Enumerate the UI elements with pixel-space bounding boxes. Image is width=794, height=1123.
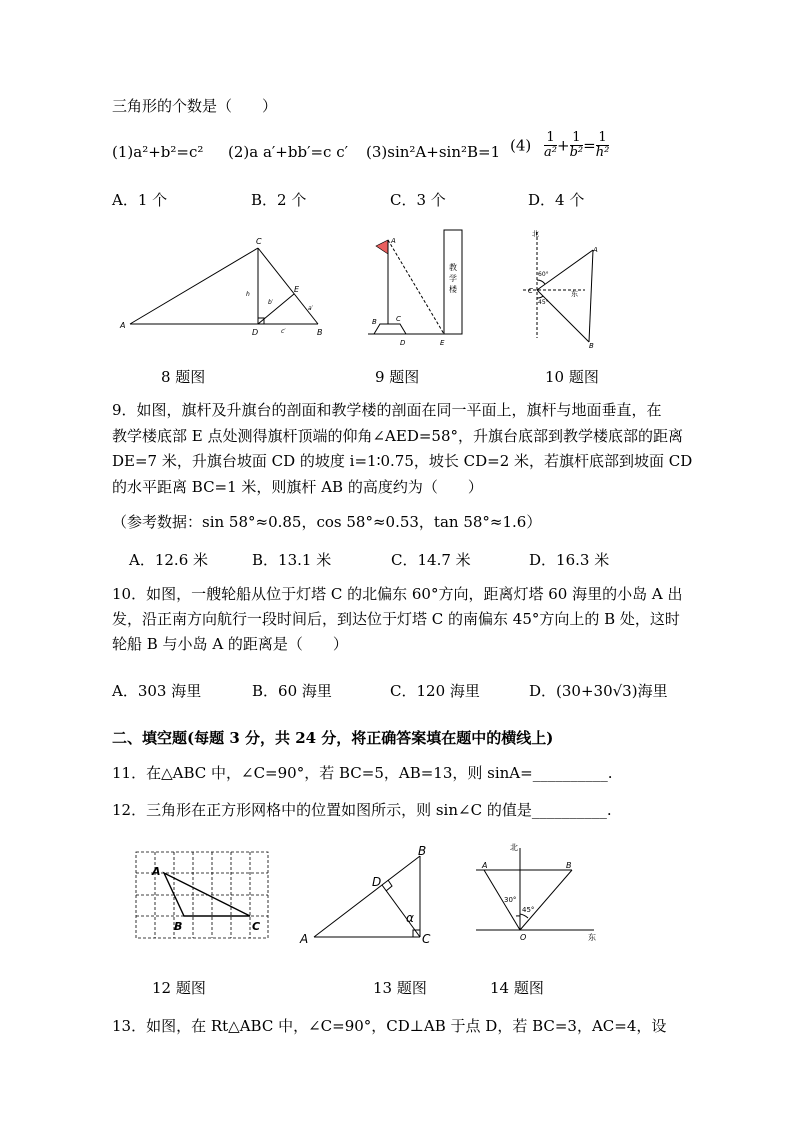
option-c: C．3 个 xyxy=(390,191,446,209)
fig8-label-e: E xyxy=(294,285,300,294)
q12-text: 12．三角形在正方形网格中的位置如图所示，则 sin∠C 的值是__________. xyxy=(112,801,612,819)
q9-line-4: 的水平距离 BC=1 米，则旗杆 AB 的高度约为（ ） xyxy=(112,478,483,496)
fig14-label-o: O xyxy=(520,933,527,942)
fig13-label-b: B xyxy=(418,844,427,858)
fig13-label-a: A xyxy=(300,932,309,946)
section-2-title: 二、填空题(每题 3 分，共 24 分，将正确答案填在题中的横线上) xyxy=(112,729,554,747)
q13-text: 13．如图，在 Rt△ABC 中，∠C=90°，CD⊥AB 于点 D，若 BC=3，AC=4，设 xyxy=(112,1017,667,1035)
fig10-east-label: 东 xyxy=(571,290,578,298)
q9-option-a: A．12.6 米 xyxy=(129,551,208,569)
fig9-building-char-2: 学 xyxy=(449,274,457,283)
fig12-label-b: B xyxy=(174,920,183,933)
q9-line-3: DE=7 米，升旗台坡面 CD 的坡度 i=1∶0.75，坡长 CD=2 米，若旗杆底部到坡面 CD xyxy=(112,452,693,470)
fig13-label-c: C xyxy=(422,932,431,946)
fig10-north-label: 北 xyxy=(532,230,539,238)
fig9-label-a: A xyxy=(391,237,396,245)
figure-9-caption: 9 题图 xyxy=(375,368,420,386)
fig8-label-b: B xyxy=(317,328,323,337)
q10-line-2: 发，沿正南方向航行一段时间后，到达位于灯塔 C 的南偏东 45°方向上的 B 处，这时 xyxy=(112,610,680,628)
question-stem-continued: 三角形的个数是（ ） xyxy=(112,97,278,115)
fig8-label-b-prime: b′ xyxy=(268,299,274,306)
q9-option-d: D．16.3 米 xyxy=(529,551,610,569)
q10-line-1: 10．如图，一艘轮船从位于灯塔 C 的北偏东 60°方向，距离灯塔 60 海里的小岛 A 出 xyxy=(112,585,683,603)
fig14-east-label: 东 xyxy=(588,933,596,942)
figure-14 xyxy=(470,840,604,944)
fig12-label-a: A xyxy=(152,865,161,878)
figure-9 xyxy=(368,228,468,350)
q9-reference-data: （参考数据：sin 58°≈0.85，cos 58°≈0.53，tan 58°≈1.6） xyxy=(112,513,542,531)
figure-10-caption: 10 题图 xyxy=(545,368,599,386)
q9-line-1: 9．如图，旗杆及升旗台的剖面和教学楼的剖面在同一平面上，旗杆与地面垂直，在 xyxy=(112,401,662,419)
fig9-building-char-1: 教 xyxy=(449,263,457,272)
fig14-north-label: 北 xyxy=(510,843,518,852)
fig10-label-c: C xyxy=(528,287,533,295)
fig8-label-c: C xyxy=(256,237,262,246)
fig8-label-d: D xyxy=(252,328,259,337)
q10-option-d: D．(30+30√3)海里 xyxy=(529,682,668,700)
figure-12 xyxy=(134,850,274,942)
fig10-label-a: A xyxy=(593,246,598,254)
fig9-label-b: B xyxy=(372,318,377,326)
figure-13-caption: 13 题图 xyxy=(373,979,427,997)
flag-icon xyxy=(376,240,388,254)
condition-3: (3)sin²A+sin²B=1 xyxy=(366,143,501,161)
q10-option-c: C．120 海里 xyxy=(390,682,480,700)
condition-2: (2)a a′+bb′=c c′ xyxy=(228,143,349,161)
option-b: B．2 个 xyxy=(251,191,307,209)
condition-4: (4) $\frac{1}{\text{a²}}$ + $\frac{1}{\text{b²}}$ = $\frac{1}{\text{h²}}$ xyxy=(510,130,610,160)
condition-1: (1)a²+b²=c² xyxy=(112,143,204,161)
fig14-label-a: A xyxy=(482,861,488,870)
fig14-angle-30: 30° xyxy=(504,896,517,904)
figure-13 xyxy=(296,842,442,952)
fig14-angle-45: 45° xyxy=(522,906,535,914)
q9-option-c: C．14.7 米 xyxy=(391,551,471,569)
fig10-label-b: B xyxy=(589,342,594,350)
fig12-label-c: C xyxy=(252,920,261,933)
q11-text: 11．在△ABC 中，∠C=90°，若 BC=5，AB=13，则 sinA=__________. xyxy=(112,764,613,782)
fig10-angle-45: 45° xyxy=(538,299,549,306)
condition-4-label: (4) xyxy=(510,136,532,155)
fig8-label-h: h xyxy=(246,291,250,298)
option-d: D．4 个 xyxy=(528,191,585,209)
figure-12-caption: 12 题图 xyxy=(152,979,206,997)
fig9-label-d: D xyxy=(400,339,406,347)
q10-option-b: B．60 海里 xyxy=(252,682,332,700)
fig9-label-e: E xyxy=(440,339,445,347)
figure-8-caption: 8 题图 xyxy=(161,368,206,386)
q9-option-b: B．13.1 米 xyxy=(252,551,332,569)
fig8-label-a: A xyxy=(120,321,126,330)
fig10-angle-60: 60° xyxy=(538,271,549,278)
figure-8 xyxy=(118,232,328,342)
fig9-building-char-3: 楼 xyxy=(449,285,457,294)
fig8-label-a-prime: a′ xyxy=(308,305,314,312)
q9-line-2: 教学楼底部 E 点处测得旗杆顶端的仰角∠AED=58°，升旗台底部到教学楼底部的距离 xyxy=(112,427,684,445)
fig8-label-c-prime: c′ xyxy=(281,328,286,335)
fig14-label-b: B xyxy=(566,861,572,870)
q10-line-3: 轮船 B 与小岛 A 的距离是（ ） xyxy=(112,635,348,653)
q10-option-a: A．303 海里 xyxy=(112,682,202,700)
figure-14-caption: 14 题图 xyxy=(490,979,544,997)
fig13-label-alpha: α xyxy=(406,911,414,925)
fig9-label-c: C xyxy=(396,315,401,323)
figure-10 xyxy=(515,226,605,350)
fig13-label-d: D xyxy=(372,875,382,889)
option-a: A．1 个 xyxy=(112,191,168,209)
